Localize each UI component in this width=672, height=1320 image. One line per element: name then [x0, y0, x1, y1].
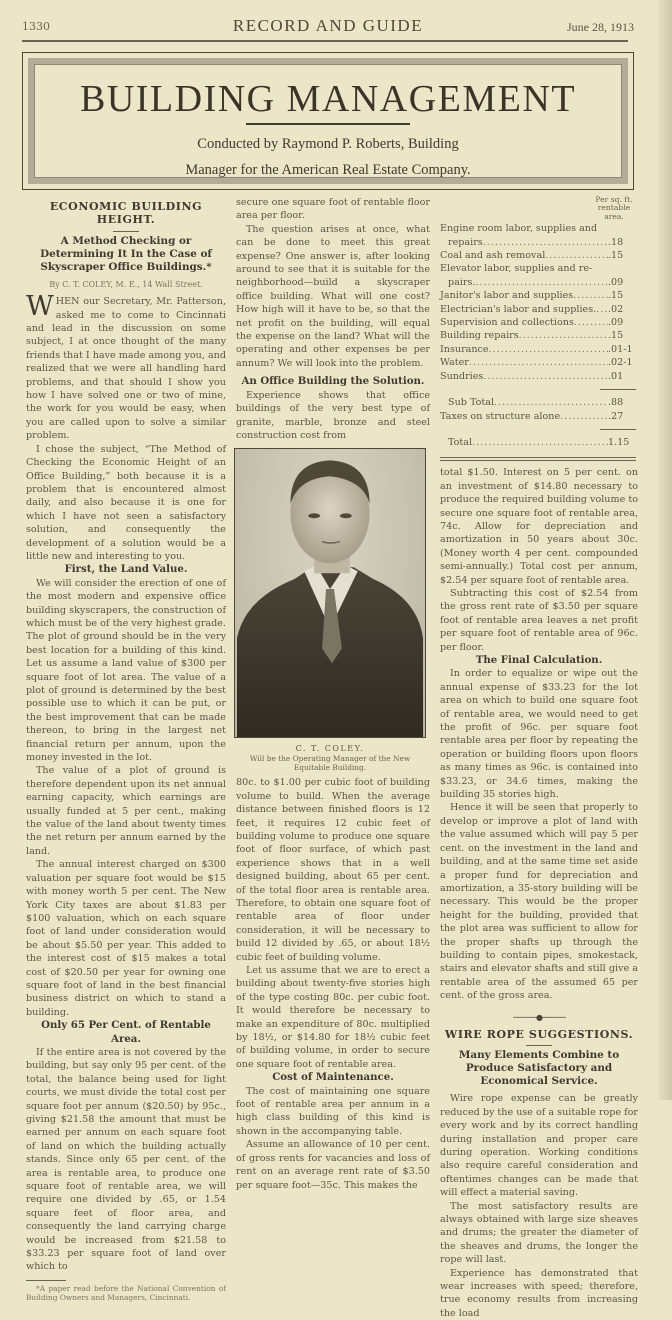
row-value: .01-1 — [608, 343, 633, 355]
row-value: .02-1 — [608, 357, 633, 369]
article-deck: Many Elements Combine to Produce Satisfactory and Economical Service. — [458, 1049, 620, 1088]
issue-date: June 28, 1913 — [567, 20, 634, 34]
article-headline: ECONOMIC BUILDING HEIGHT. — [49, 200, 203, 227]
section-heading: Cost of Maintenance. — [272, 1071, 394, 1084]
table-double-rule — [440, 457, 636, 461]
caption-name: C. T. COLEY. — [295, 744, 365, 754]
total-label: Total — [448, 436, 473, 448]
table-rule — [600, 429, 636, 430]
section-heading: An Office Building the Solution. — [241, 375, 425, 388]
photo-block — [234, 448, 426, 772]
section-heading: The Final Calculation. — [475, 654, 603, 666]
row-label: pairs. — [448, 276, 476, 288]
leader-dots — [489, 343, 608, 356]
subtitle-line-2: Manager for the American Real Estate Company. — [185, 162, 471, 178]
paragraph: The question arises at once, what can be done to meet this great expense? One answer is, after looking around to see that it is suitable for the neighborhood—build a skyscraper office building. What will one cost? How high will it have to be, so that the net profit on the building, will equal the expense on the land? What will the operating and other expenses be per annum? We will look into the problem. — [236, 223, 430, 369]
table-row — [440, 276, 636, 289]
publication-title: RECORD AND GUIDE — [232, 16, 424, 35]
row-value: .15 — [608, 290, 624, 302]
paragraph: If the entire area is not covered by the building, but say only 95 per cent. of the total, the balance being used for light courts, we must divide the total cost per square foot per annum ($20.50) by 95c., giving $21.58 the amount that must be earned per annum on each square foot of land on which the building actually stands. Since only 65 per cent. of the area is rentable area, to produce one square foot of rentable area, we will require one divided by .65, or 1.54 square feet of floor area, and consequently the land carrying charge would be increased from $21.58 to $33.23 per square foot of land over which to — [26, 1046, 226, 1273]
row-value: .02 — [608, 303, 624, 315]
row-value: .09 — [608, 276, 624, 288]
photo-caption — [234, 744, 426, 772]
row-label: Supervision and collections — [440, 317, 574, 329]
section-heading: First, the Land Value. — [64, 563, 188, 576]
table-row — [440, 303, 636, 316]
row-label: Sundries — [440, 370, 484, 382]
table-row — [440, 329, 636, 342]
article-headline: WIRE ROPE SUGGESTIONS. — [444, 1027, 634, 1041]
row-value: .09 — [608, 317, 624, 329]
leader-dots — [573, 289, 608, 302]
paragraph: Assume an allowance of 10 per cent. of gross rents for vacancies and loss of rent on an average rent rate of $3.50 per square foot—35c. This makes the — [236, 1139, 430, 1191]
portrait-photo — [234, 448, 426, 738]
table-row — [440, 316, 636, 329]
paragraph: The most satisfactory results are always obtained with large size sheaves and drums; the greater the diameter of the sheaves and drums, the longer the rope will last. — [440, 1200, 638, 1266]
leader-dots — [574, 316, 608, 329]
row-label: Engine room labor, supplies and — [440, 223, 598, 235]
leader-dots — [472, 436, 608, 449]
column-1 — [26, 200, 226, 1302]
leader-dots — [494, 396, 608, 409]
headline-rule — [113, 231, 139, 232]
row-value: .01 — [608, 370, 624, 382]
taxes-label: Taxes on structure alone — [440, 410, 561, 422]
paragraph: 80c. to $1.00 per cubic foot of building volume to build. When the average distance between finished floors is 12 feet, it requires 12 cubic feet of building volume to produce one square foot of floor surface, of which past experience shows that in a well designed building, about 65 per cent. of the total floor area is rentable area. Therefore, to obtain one square foot of rentable area of floor under consideration, it will be necessary to build 12 divided by .65, or about 18½ cubic feet of building volume. — [236, 777, 430, 963]
paragraph: secure one square foot of rentable floor area per floor. — [236, 197, 430, 222]
paragraph: In order to equalize or wipe out the annual expense of $33.23 for the lot area on which to build one square foot of rentable area, we would need to get the profit of 96c. per square foot rentable area per floor by repeating the operation or building floors upon floors as many times as 96c. is contained into $33.23, or 34.6 times, making the building 35 stories high. — [440, 668, 638, 801]
department-title: BUILDING MANAGEMENT — [79, 78, 577, 120]
paragraph: I chose the subject, “The Method of Checking the Economic Height of an Office Building,” both because it is a problem that is encountered almost daily, and also because it is one for which I have not seen a satisfactory solution, and consequently the development of a solution would be a little new and interesting to you. — [26, 443, 226, 562]
leader-dots — [545, 249, 608, 262]
row-label: Coal and ash removal — [440, 250, 546, 262]
total-value: 1.15 — [608, 436, 630, 448]
table-row-label-line — [440, 222, 636, 235]
paragraph: Subtracting this cost of $2.54 from the gross rent rate of $3.50 per square foot of rentable area leaves a net profit per square foot of rentable area of 96c. per floor. — [440, 587, 638, 653]
row-label: repairs — [448, 236, 483, 248]
banner-rule — [246, 123, 410, 125]
row-label: Electrician's labor and supplies. — [440, 303, 597, 315]
subtotal-label: Sub Total — [448, 397, 495, 409]
table-row — [440, 370, 636, 383]
paragraph: Experience shows that office buildings of the very best type of granite, marble, bronze and steel construction cost from — [236, 389, 430, 441]
leader-dots — [469, 356, 608, 369]
row-label: Insurance — [440, 343, 489, 355]
department-banner — [22, 52, 634, 190]
paragraph: The cost of maintaining one square foot of rentable area per annum in a high class building of this kind is shown in the accompanying table. — [236, 1085, 430, 1137]
table-row — [440, 343, 636, 356]
leader-dots — [596, 303, 608, 316]
leader-dots — [483, 370, 608, 383]
row-label: Building repairs — [440, 330, 519, 342]
column-3 — [440, 196, 638, 1320]
section-ornament: ──────●────── — [513, 1012, 565, 1022]
table-row — [440, 236, 636, 249]
paragraph: The value of a plot of ground is therefore dependent upon its net annual earning capacity, which earnings are usually funded at 5 per cent., making the value of the land about twenty times the net return per annum earned by the land. — [26, 765, 226, 857]
caption-description: Will be the Operating Manager of the New Equitable Building. — [249, 754, 411, 773]
paragraph: We will consider the erection of one of the most modern and expensive office building skyscrapers, the construction of which must be of the very highest grade. The plot of ground should be in the very best location for a building of this kind. Let us assume a land value of $300 per square foot of lot area. The value of a plot of ground is determined by the best possible use to which it can be put, or the best improvement that can be made thereon, to bring in the largest net financial return per annum, upon the money invested in the lot. — [26, 577, 226, 764]
table-row — [440, 356, 636, 369]
table-row-subtotal — [440, 396, 636, 409]
taxes-value: .27 — [608, 410, 624, 422]
article-byline: By C. T. COLEY, M. E., 14 Wall Street. — [49, 279, 203, 289]
table-row-label-line — [440, 262, 636, 275]
table-row — [440, 249, 636, 262]
department-subtitle — [23, 131, 633, 183]
table-body — [440, 222, 636, 383]
leader-dots — [519, 329, 608, 342]
maintenance-cost-table — [440, 196, 636, 461]
paragraph: Experience has demonstrated that wear increases with speed; therefore, true economy results from increasing the load — [440, 1267, 638, 1319]
footnote-rule — [26, 1280, 66, 1281]
running-header — [22, 16, 634, 36]
headline-rule — [526, 1045, 552, 1046]
leader-dots — [560, 410, 608, 423]
leader-dots — [476, 276, 609, 289]
portrait-illustration — [235, 449, 425, 737]
row-label: Elevator labor, supplies and re- — [440, 263, 593, 275]
drop-cap: W — [26, 291, 54, 323]
row-value: .15 — [608, 330, 624, 342]
footnote: *A paper read before the National Convention of Building Owners and Managers, Cincinnati. — [26, 1283, 226, 1302]
table-row-taxes — [440, 410, 636, 423]
subtotal-value: .88 — [608, 397, 624, 409]
article-deck: A Method Checking or Determining It In the Case of Skyscraper Office Buildings.* — [40, 234, 212, 273]
row-label: Janitor's labor and supplies — [440, 290, 574, 302]
paragraph: total $1.50. Interest on 5 per cent. on an investment of $14.80 necessary to produce the required building volume to secure one square foot of rentable area, 74c. Allow for depreciation and amortization in 50 years about 30c. (Money worth 4 per cent. compounded semi-annually.) Total cost per annum, $2.54 per square foot of rentable area. — [440, 467, 638, 586]
table-column-header: Per sq. ft. rentable area. — [595, 195, 633, 221]
row-value: .18 — [608, 236, 624, 248]
page-number: 1330 — [22, 20, 50, 33]
table-row-total — [440, 436, 636, 449]
row-value: .15 — [608, 250, 624, 262]
column-2 — [236, 196, 430, 1192]
page-edge-shadow — [658, 0, 672, 1100]
table-row — [440, 289, 636, 302]
section-heading: Only 65 Per Cent. of Rentable Area. — [41, 1019, 211, 1045]
paragraph — [26, 291, 226, 442]
leader-dots — [483, 236, 608, 249]
subtitle-line-1: Conducted by Raymond P. Roberts, Building — [197, 136, 459, 152]
paragraph: Hence it will be seen that properly to develop or improve a plot of land with the value assumed which will pay 5 per cent. on the investment in the land and building, and at the same time set aside a proper fund for depreciation and amortization, a 35-story building will be necessary. This would be the proper height for the building, provided that the plot area was sufficient to allow for the proper shafts up through the building to contain pipes, smokestack, stairs and elevator shafts and still give a rentable area of the assumed 65 per cent. of the gross area. — [440, 802, 638, 1002]
paragraph: Let us assume that we are to erect a building about twenty-five stories high of the type costing 80c. per cubic foot. It would therefore be necessary to make an expenditure of 80c. multiplied by 18½, or $14.80 for 18½ cubic feet of building volume, in order to secure one square foot of rentable area. — [236, 965, 430, 1070]
header-rule — [22, 40, 628, 42]
paragraph: The annual interest charged on $300 valuation per square foot would be $15 with money worth 5 per cent. The New York City taxes are about $1.83 per $100 valuation, which on each square foot of land under consideration would be about $5.50 per year. This added to the interest cost of $15 makes a total cost of $20.50 per year for owning one square foot of land in the best financial business district on which to stand a building. — [26, 859, 226, 1018]
row-label: Water — [440, 357, 469, 369]
table-rule — [600, 389, 636, 390]
paragraph: Wire rope expense can be greatly reduced by the use of a suitable rope for every work and by its correct handling during installation and proper care during operation. Working conditions also require careful consideration and oftentimes changes can be made that will effect a material saving. — [440, 1093, 638, 1199]
paragraph-text: HEN our Secretary, Mr. Patterson, asked me to come to Cincinnati and lead in the discussion on some subject, I at once thought of the many friends that I have made among you, and realized that we were all handling hard problems, and that should I show you how I have solved one or two of mine, the work for you would be easy, when you are called upon to solve a similar problem. — [26, 296, 226, 442]
